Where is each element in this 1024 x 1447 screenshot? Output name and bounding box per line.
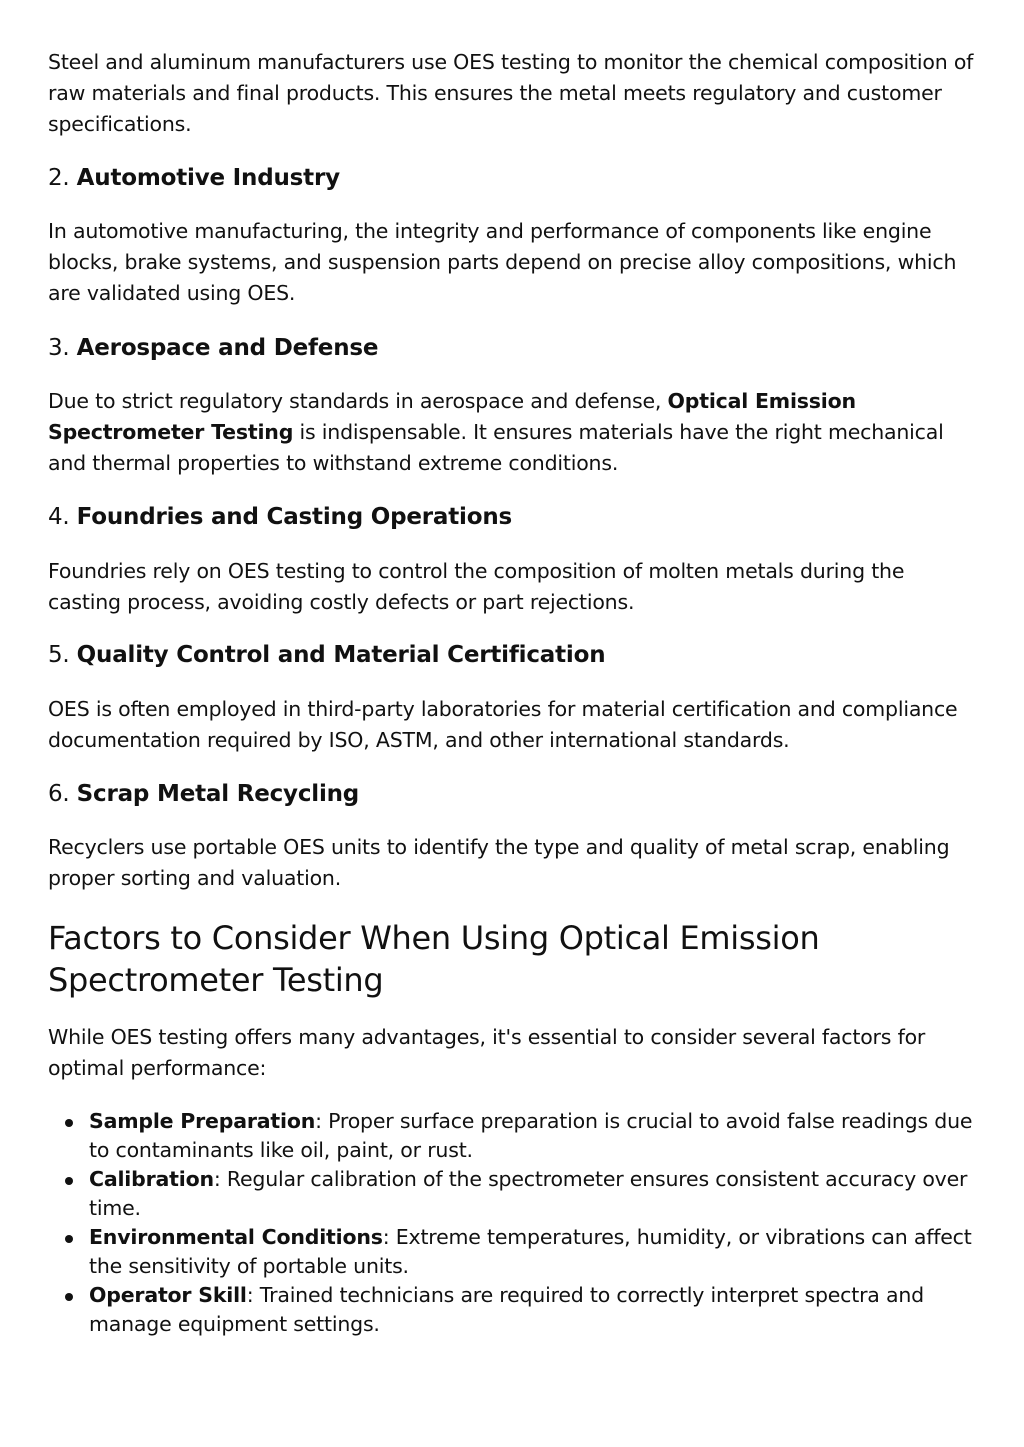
paragraph-quality-control: OES is often employed in third-party laboratories for material certification and compliance documentation required by ISO, ASTM, and other international standards. [48,697,958,752]
factor-term: Sample Preparation [89,1109,316,1133]
heading-scrap-metal-recycling [48,779,976,809]
heading-automotive-industry [48,163,976,193]
heading-number: 5. [48,642,70,668]
bold-term: Optical Emission Spectrometer Testing [48,389,856,444]
factor-description: : Trained technicians are required to correctly interpret spectra and manage equipment settings. [89,1283,924,1336]
factor-term: Environmental Conditions [89,1225,383,1249]
heading-number: 4. [48,504,70,530]
factors-heading: Factors to Consider When Using Optical Emission Spectrometer Testing [48,919,820,999]
heading-title: Automotive Industry [76,165,340,191]
intro-paragraph: Steel and aluminum manufacturers use OES testing to monitor the chemical composition of raw materials and final products. This ensures the metal meets regulatory and customer specifications. [48,50,974,136]
heading-title: Aerospace and Defense [76,335,379,361]
paragraph-foundries-and-casting: Foundries rely on OES testing to control the composition of molten metals during the casting process, avoiding costly defects or part rejections. [48,559,905,614]
heading-title: Foundries and Casting Operations [76,504,512,530]
paragraph-aerospace-and-defense [48,386,978,479]
list-item [48,1165,976,1223]
list-item [48,1281,976,1339]
paragraph-automotive-industry: In automotive manufacturing, the integrity and performance of components like engine blocks, brake systems, and suspension parts depend on precise alloy compositions, which are validated using OES. [48,219,957,305]
heading-number: 3. [48,335,70,361]
factor-term: Calibration [89,1167,214,1191]
heading-quality-control [48,640,976,670]
factors-list [48,1107,976,1339]
factor-term: Operator Skill [89,1283,247,1307]
heading-aerospace-and-defense [48,333,976,363]
heading-number: 6. [48,781,70,807]
factors-intro-paragraph: While OES testing offers many advantages, it's essential to consider several factors for optimal performance: [48,1025,926,1080]
heading-number: 2. [48,165,70,191]
heading-title: Scrap Metal Recycling [76,781,360,807]
list-item [48,1223,976,1281]
factor-description: : Regular calibration of the spectrometer ensures consistent accuracy over time. [89,1167,968,1220]
heading-title: Quality Control and Material Certification [76,642,606,668]
heading-foundries-and-casting [48,502,976,532]
paragraph-scrap-metal-recycling: Recyclers use portable OES units to identify the type and quality of metal scrap, enabling proper sorting and valuation. [48,835,950,890]
list-item [48,1107,976,1165]
paragraph-text: Due to strict regulatory standards in aerospace and defense, [48,389,668,413]
factor-description: : Extreme temperatures, humidity, or vibrations can affect the sensitivity of portable units. [89,1225,972,1278]
factor-description: : Proper surface preparation is crucial to avoid false readings due to contaminants like oil, paint, or rust. [89,1109,973,1162]
paragraph-text: is indispensable. It ensures materials have the right mechanical and thermal properties to withstand extreme conditions. [48,420,944,475]
